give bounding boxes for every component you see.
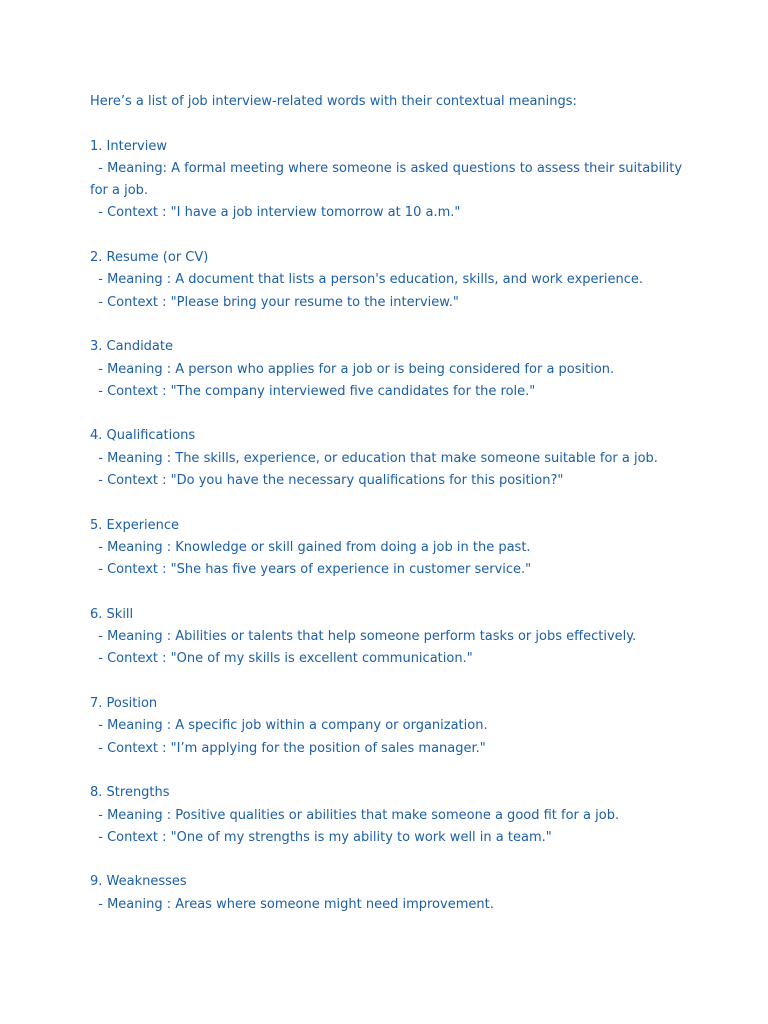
entry-meaning: - Meaning : Areas where someone might need improvement. [90, 896, 494, 912]
document-intro: Here’s a list of job interview-related words with their contextual meanings: [90, 94, 577, 109]
entry-title: 9. Weaknesses [90, 874, 187, 890]
entry-context: - Context : "I’m applying for the position of sales manager." [90, 740, 486, 756]
entry-7 [90, 693, 690, 760]
entry-title: 4. Qualifications [90, 428, 196, 444]
entry-context: - Context : "One of my strengths is my ability to work well in a team." [90, 829, 552, 845]
entry-meaning: - Meaning : The skills, experience, or education that make someone suitable for a job. [90, 450, 658, 466]
entry-meaning: - Meaning : Abilities or talents that help someone perform tasks or jobs effectively. [90, 629, 637, 645]
entry-6 [90, 604, 690, 671]
entry-context: - Context : "Do you have the necessary qualifications for this position?" [90, 473, 564, 489]
entry-context: - Context : "Please bring your resume to the interview." [90, 294, 459, 310]
entry-meaning: - Meaning : Positive qualities or abilities that make someone a good fit for a job. [90, 807, 620, 823]
entry-9 [90, 871, 690, 916]
entry-title: 7. Position [90, 696, 158, 712]
entry-title: 5. Experience [90, 517, 180, 533]
entry-meaning: - Meaning : A document that lists a person's education, skills, and work experience. [90, 272, 643, 288]
entry-1 [90, 136, 690, 225]
entry-meaning: - Meaning : A person who applies for a job or is being considered for a position. [90, 361, 615, 377]
entry-title: 1. Interview [90, 138, 167, 154]
entry-title: 2. Resume (or CV) [90, 250, 209, 266]
entry-2 [90, 247, 690, 314]
entry-title: 3. Candidate [90, 339, 173, 355]
entry-context: - Context : "I have a job interview tomorrow at 10 a.m." [90, 205, 461, 221]
entry-context: - Context : "The company interviewed five candidates for the role." [90, 383, 536, 399]
entry-meaning: - Meaning : A specific job within a company or organization. [90, 718, 488, 734]
entry-title: 8. Strengths [90, 785, 170, 801]
entry-8 [90, 782, 690, 849]
entry-context: - Context : "One of my skills is excellent communication." [90, 651, 473, 667]
entry-4 [90, 425, 690, 492]
entry-context: - Context : "She has five years of experience in customer service." [90, 562, 532, 578]
entry-5 [90, 515, 690, 582]
document-page [90, 91, 690, 938]
entry-meaning: - Meaning : Knowledge or skill gained from doing a job in the past. [90, 539, 531, 555]
entry-meaning: - Meaning: A formal meeting where someone is asked questions to assess their suitability for a job. [90, 160, 687, 199]
entry-3 [90, 336, 690, 403]
entry-title: 6. Skill [90, 606, 134, 622]
